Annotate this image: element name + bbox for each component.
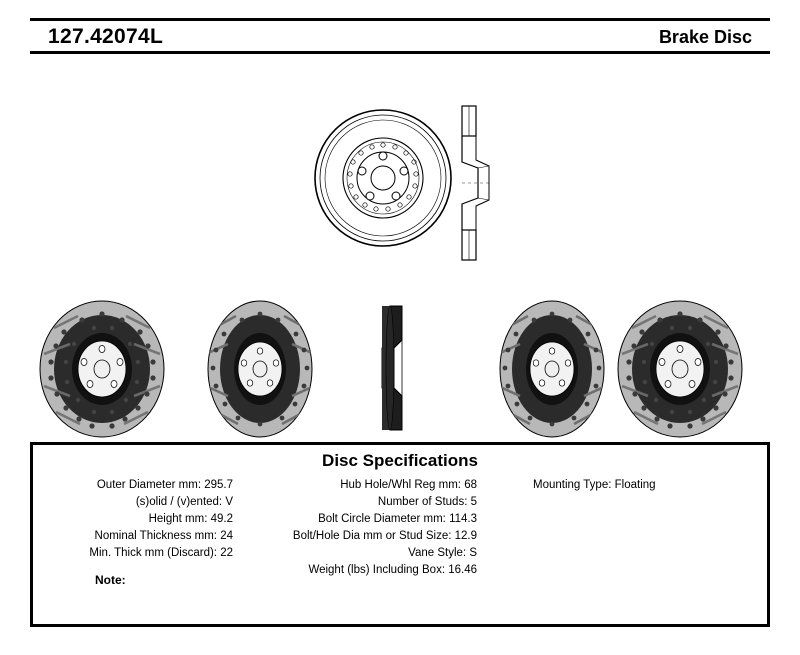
spec-row bbox=[33, 511, 233, 528]
spec-row bbox=[255, 477, 477, 494]
spec-value: 16.46 bbox=[448, 564, 477, 576]
spec-value: Floating bbox=[614, 479, 656, 491]
spec-value: 24 bbox=[220, 530, 233, 542]
spec-value: 114.3 bbox=[449, 513, 477, 525]
rotor-drilled-slotted-right-angle bbox=[612, 300, 748, 438]
spec-value: 5 bbox=[470, 496, 477, 508]
spec-row bbox=[33, 528, 233, 545]
spec-label: Min. Thick mm (Discard): bbox=[89, 547, 221, 559]
spec-label: Outer Diameter mm: bbox=[96, 479, 205, 491]
disc-specifications-panel bbox=[30, 442, 770, 627]
spec-label: Height mm: bbox=[148, 513, 211, 525]
rotor-gallery bbox=[0, 300, 800, 440]
spec-label: Hub Hole/Whl Reg mm: bbox=[340, 479, 465, 491]
spec-label: (s)olid / (v)ented: bbox=[135, 496, 226, 508]
spec-value: S bbox=[469, 547, 477, 559]
spec-label: Nominal Thickness mm: bbox=[94, 530, 221, 542]
spec-label: Bolt/Hole Dia mm or Stud Size: bbox=[292, 530, 455, 542]
spec-label: Bolt Circle Diameter mm: bbox=[318, 513, 450, 525]
spec-row bbox=[255, 528, 477, 545]
spec-column-middle bbox=[255, 477, 477, 579]
spec-row bbox=[33, 477, 233, 494]
spec-label: Weight (lbs) Including Box: bbox=[308, 564, 449, 576]
spec-row bbox=[255, 511, 477, 528]
rotor-edge-view bbox=[458, 102, 494, 264]
rotor-edge-profile bbox=[372, 300, 420, 438]
rotor-drilled-slotted-right-front bbox=[490, 300, 614, 438]
note-label: Note: bbox=[95, 573, 126, 587]
rotor-face-view bbox=[313, 108, 453, 248]
spec-value: 22 bbox=[220, 547, 233, 559]
spec-label: Vane Style: bbox=[408, 547, 470, 559]
spec-value: V bbox=[225, 496, 233, 508]
rotor-drilled-slotted-left-angle bbox=[34, 300, 170, 438]
spec-label: Mounting Type: bbox=[533, 479, 615, 491]
spec-value: 68 bbox=[464, 479, 477, 491]
spec-label: Number of Studs: bbox=[377, 496, 471, 508]
spec-panel-title: Disc Specifications bbox=[322, 451, 478, 470]
spec-row bbox=[255, 494, 477, 511]
rotor-drilled-slotted-left-front bbox=[198, 300, 322, 438]
spec-column-left bbox=[33, 477, 233, 562]
spec-row bbox=[33, 494, 233, 511]
spec-value: 12.9 bbox=[454, 530, 477, 542]
header-bar bbox=[30, 18, 770, 54]
spec-column-right bbox=[533, 477, 773, 494]
page-title: Brake Disc bbox=[658, 27, 752, 47]
spec-row bbox=[255, 545, 477, 562]
spec-row bbox=[533, 477, 773, 494]
spec-value: 49.2 bbox=[210, 513, 233, 525]
part-number: 127.42074L bbox=[48, 25, 164, 48]
spec-row bbox=[33, 545, 233, 562]
spec-value: 295.7 bbox=[204, 479, 233, 491]
spec-row bbox=[255, 562, 477, 579]
